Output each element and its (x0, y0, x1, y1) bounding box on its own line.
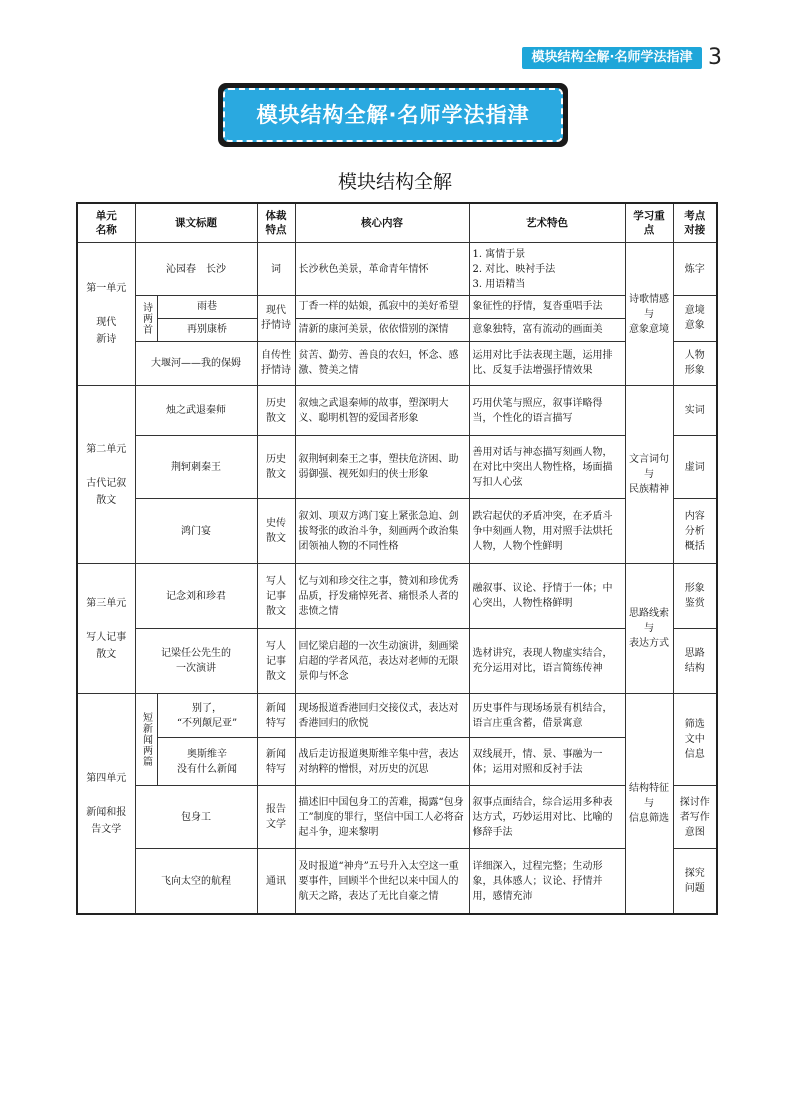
lesson-title: 记念刘和珍君 (135, 564, 257, 629)
table-row (77, 295, 717, 318)
table-row (77, 436, 717, 499)
exam-point: 形象 鉴赏 (673, 564, 717, 629)
exam-point: 筛选 文中 信息 (673, 694, 717, 786)
lesson-title: 记梁任公先生的 一次演讲 (135, 629, 257, 694)
lesson-title: 别了， “不列颠尼亚” (157, 694, 257, 738)
genre: 新闻 特写 (257, 694, 295, 738)
lesson-title: 大堰河——我的保姆 (135, 341, 257, 385)
header-core: 核心内容 (295, 203, 469, 243)
core-content: 叙荆轲刺秦王之事，塑扶危济困、助弱御强、视死如归的侠士形象 (295, 436, 469, 499)
art-feature: 跌宕起伏的矛盾冲突，在矛盾斗争中刻画人物，用对照手法烘托人物，人物个性鲜明 (469, 499, 625, 564)
banner (218, 83, 568, 147)
art-feature: 历史事件与现场场景有机结合，语言庄重含蓄，借景寓意 (469, 694, 625, 738)
lesson-title: 飞向太空的航程 (135, 849, 257, 914)
exam-point: 探讨作 者写作 意图 (673, 786, 717, 849)
lesson-title: 沁园春 长沙 (135, 243, 257, 295)
art-feature: 善用对话与神态描写刻画人物，在对比中突出人物性格，场面描写扣人心弦 (469, 436, 625, 499)
exam-point: 炼字 (673, 243, 717, 295)
genre: 自传性 抒情诗 (257, 341, 295, 385)
learning-focus: 诗歌情感 与 意象意境 (625, 243, 673, 386)
table-row (77, 385, 717, 435)
header-lesson: 课文标题 (135, 203, 257, 243)
lesson-title: 雨巷 (157, 295, 257, 318)
exam-point: 探究 问题 (673, 849, 717, 914)
core-content: 描述旧中国包身工的苦难，揭露“包身工”制度的罪行，坚信中国工人必将奋起斗争，迎来黎明 (295, 786, 469, 849)
art-feature: 叙事点面结合，综合运用多种表达方式，巧妙运用对比、比喻的修辞手法 (469, 786, 625, 849)
unit-name: 第三单元 写人记事 散文 (77, 564, 135, 694)
genre: 现代 抒情诗 (257, 295, 295, 341)
lesson-group: 诗两首 (135, 295, 157, 341)
art-feature: 巧用伏笔与照应，叙事详略得当，个性化的语言描写 (469, 385, 625, 435)
section-title: 模块结构全解 (337, 171, 452, 193)
table-row (77, 499, 717, 564)
lesson-title: 再别康桥 (157, 318, 257, 341)
page-number: 3 (708, 45, 722, 70)
core-content: 叙烛之武退秦师的故事，塑深明大义、聪明机智的爱国者形象 (295, 385, 469, 435)
exam-point: 虚词 (673, 436, 717, 499)
exam-point: 意境 意象 (673, 295, 717, 341)
genre: 历史 散文 (257, 436, 295, 499)
learning-focus: 文言词句 与 民族精神 (625, 385, 673, 563)
genre: 新闻 特写 (257, 738, 295, 786)
core-content: 忆与刘和珍交往之事，赞刘和珍优秀品质，抒发痛悼死者、痛恨杀人者的悲愤之情 (295, 564, 469, 629)
genre: 写人 记事 散文 (257, 629, 295, 694)
exam-point: 人物 形象 (673, 341, 717, 385)
art-feature: 1. 寓情于景 2. 对比、映衬手法 3. 用语精当 (469, 243, 625, 295)
table-row (77, 786, 717, 849)
exam-point: 实词 (673, 385, 717, 435)
unit-name: 第四单元 新闻和报 告文学 (77, 694, 135, 914)
module-structure-table (76, 202, 718, 915)
table-header-row (77, 203, 717, 243)
art-feature: 双线展开，情、景、事融为一体；运用对照和反衬手法 (469, 738, 625, 786)
core-content: 叙刘、项双方鸿门宴上紧张急迫、剑拔弩张的政治斗争，刻画两个政治集团领袖人物的不同性格 (295, 499, 469, 564)
header-unit: 单元 名称 (77, 203, 135, 243)
table-row (77, 694, 717, 738)
art-feature: 融叙事、议论、抒情于一体；中心突出，人物性格鲜明 (469, 564, 625, 629)
core-content: 丁香一样的姑娘，孤寂中的美好希望 (295, 295, 469, 318)
table-row (77, 318, 717, 341)
lesson-group: 短新闻两篇 (135, 694, 157, 786)
core-content: 长沙秋色美景，革命青年情怀 (295, 243, 469, 295)
core-content: 及时报道“神舟”五号升入太空这一重要事件，回顾半个世纪以来中国人的航天之路，表达了无比自豪之情 (295, 849, 469, 914)
art-feature: 意象独特，富有流动的画面美 (469, 318, 625, 341)
exam-point: 思路 结构 (673, 629, 717, 694)
art-feature: 详细深入，过程完整；生动形象，具体感人；议论、抒情并用，感情充沛 (469, 849, 625, 914)
learning-focus: 结构特征 与 信息筛选 (625, 694, 673, 914)
learning-focus: 思路线索 与 表达方式 (625, 564, 673, 694)
genre: 史传 散文 (257, 499, 295, 564)
core-content: 贫苦、勤劳、善良的农妇，怀念、感激、赞美之情 (295, 341, 469, 385)
table-row (77, 849, 717, 914)
table-row (77, 629, 717, 694)
table-row (77, 341, 717, 385)
genre: 通讯 (257, 849, 295, 914)
art-feature: 运用对比手法表现主题，运用排比、反复手法增强抒情效果 (469, 341, 625, 385)
core-content: 回忆梁启超的一次生动演讲，刻画梁启超的学者风范，表达对老师的无限景仰与怀念 (295, 629, 469, 694)
lesson-title: 包身工 (135, 786, 257, 849)
core-content: 战后走访报道奥斯维辛集中营，表达对纳粹的憎恨，对历史的沉思 (295, 738, 469, 786)
core-content: 清新的康河美景，依依惜别的深情 (295, 318, 469, 341)
lesson-title: 烛之武退秦师 (135, 385, 257, 435)
header-genre: 体裁 特点 (257, 203, 295, 243)
header-section-tab: 模块结构全解·名师学法指津 (522, 47, 702, 69)
genre: 词 (257, 243, 295, 295)
lesson-title: 鸿门宴 (135, 499, 257, 564)
unit-name: 第二单元 古代记叙 散文 (77, 385, 135, 563)
genre: 历史 散文 (257, 385, 295, 435)
banner-title: 模块结构全解·名师学法指津 (223, 88, 563, 142)
table-row (77, 738, 717, 786)
table-row (77, 243, 717, 295)
lesson-title: 荆轲刺秦王 (135, 436, 257, 499)
exam-point: 内容 分析 概括 (673, 499, 717, 564)
table-row (77, 564, 717, 629)
genre: 报告 文学 (257, 786, 295, 849)
header-art: 艺术特色 (469, 203, 625, 243)
genre: 写人 记事 散文 (257, 564, 295, 629)
lesson-title: 奥斯维辛 没有什么新闻 (157, 738, 257, 786)
core-content: 现场报道香港回归交接仪式，表达对香港回归的欣悦 (295, 694, 469, 738)
art-feature: 选材讲究，表现人物虚实结合，充分运用对比，语言简练传神 (469, 629, 625, 694)
unit-name: 第一单元 现代 新诗 (77, 243, 135, 386)
header-exam: 考点 对接 (673, 203, 717, 243)
art-feature: 象征性的抒情，复沓重唱手法 (469, 295, 625, 318)
header-focus: 学习重点 (625, 203, 673, 243)
